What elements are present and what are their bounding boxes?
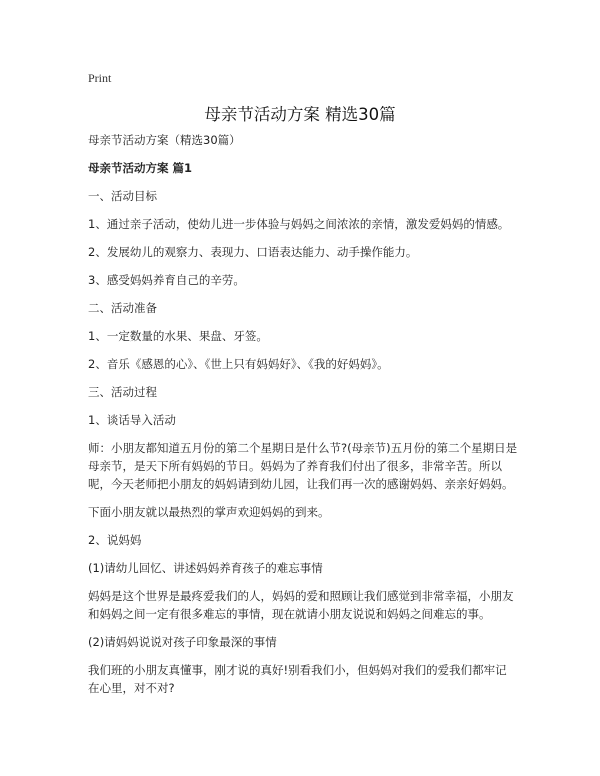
paragraph: 3、感受妈妈养育自己的辛劳。: [88, 273, 245, 287]
print-link[interactable]: Print: [88, 71, 112, 85]
document-body: [88, 131, 518, 697]
paragraph: 1、谈话导入活动: [88, 413, 176, 427]
paragraph: 师：小朋友都知道五月份的第二个星期日是什么节?(母亲节)五月份的第二个星期日是母亲节，是天下所有妈妈的节日。妈妈为了养育我们付出了很多，非常辛苦。所以呢，今天老师把小朋友的妈妈请到幼儿园，让我们再一次的感谢妈妈、亲亲好妈妈。: [88, 441, 518, 491]
document-title: 母亲节活动方案 精选30篇: [204, 105, 396, 124]
paragraph: 三、活动过程: [88, 385, 157, 399]
paragraph: 2、发展幼儿的观察力、表现力、口语表达能力、动手操作能力。: [88, 245, 418, 259]
paragraph: (2)请妈妈说说对孩子印象最深的事情: [88, 635, 277, 649]
paragraph: 1、通过亲子活动，使幼儿进一步体验与妈妈之间浓浓的亲情，激发爱妈妈的情感。: [88, 217, 510, 231]
section-heading: 母亲节活动方案 篇1: [88, 161, 193, 175]
paragraph: 我们班的小朋友真懂事，刚才说的真好!别看我们小，但妈妈对我们的爱我们都牢记在心里，对不对?: [88, 663, 507, 695]
paragraph: 二、活动准备: [88, 301, 157, 315]
paragraph: (1)请幼儿回忆、讲述妈妈养育孩子的难忘事情: [88, 561, 323, 575]
paragraph: 下面小朋友就以最热烈的掌声欢迎妈妈的到来。: [88, 505, 330, 519]
paragraph: 2、说妈妈: [88, 533, 142, 547]
paragraph: 一、活动目标: [88, 189, 157, 203]
paragraph: 妈妈是这个世界是最疼爱我们的人，妈妈的爱和照顾让我们感觉到非常幸福，小朋友和妈妈之间一定有很多难忘的事情，现在就请小朋友说说和妈妈之间难忘的事。: [88, 589, 514, 621]
paragraph: 2、音乐《感恩的心》、《世上只有妈妈好》、《我的好妈妈》。: [88, 357, 389, 371]
document-subtitle: 母亲节活动方案（精选30篇）: [88, 133, 241, 147]
paragraph: 1、一定数量的水果、果盘、牙签。: [88, 329, 268, 343]
